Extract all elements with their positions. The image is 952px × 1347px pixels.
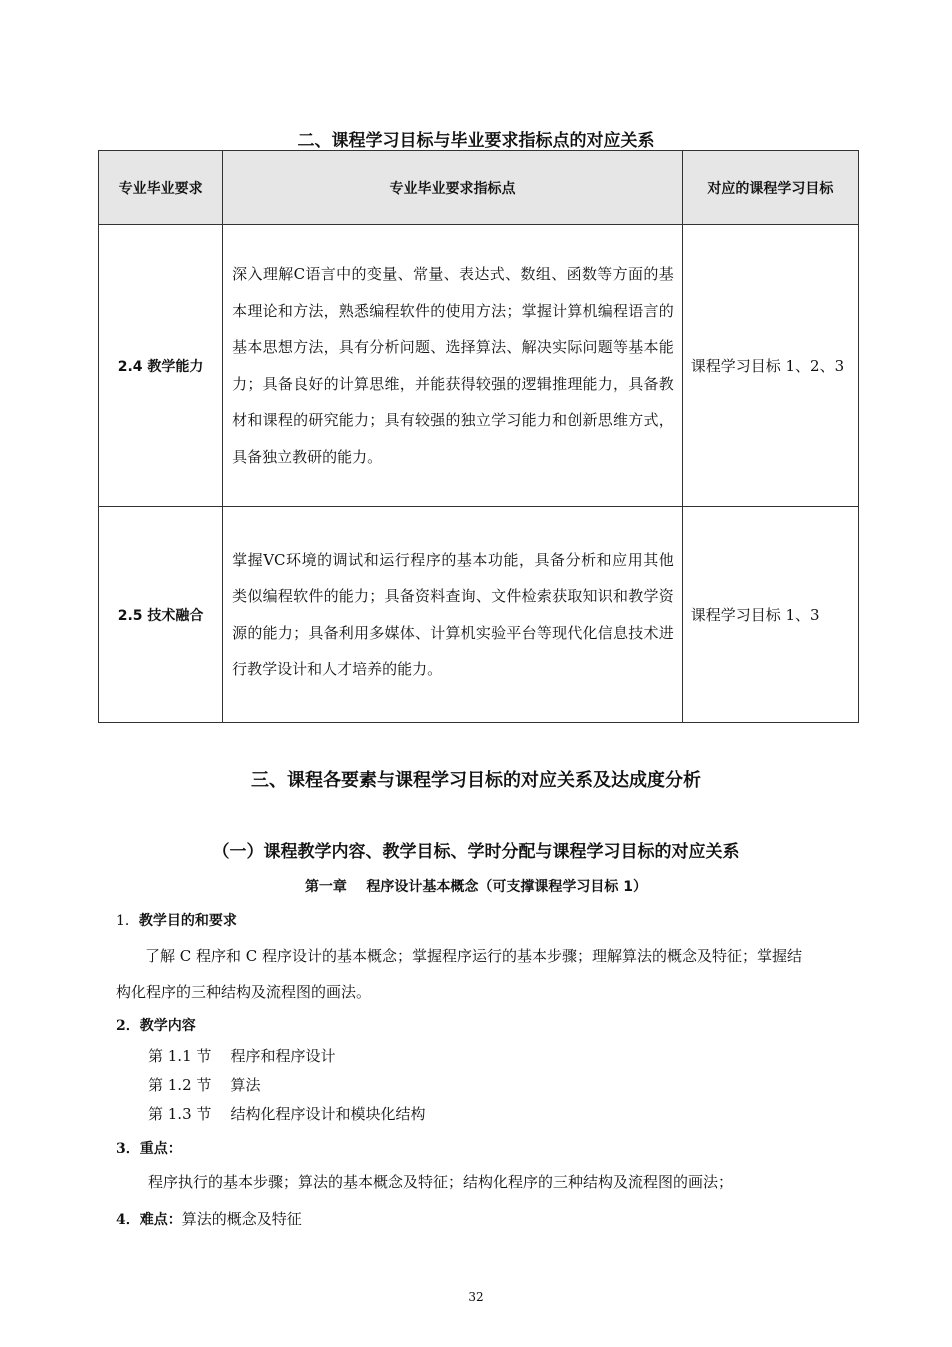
item3-number: 3． — [116, 1141, 140, 1157]
chapter-heading: 第一章 程序设计基本概念（可支撑课程学习目标 1） — [304, 879, 648, 895]
item1-label: 教学目的和要求 — [138, 913, 237, 929]
section3-subtitle: （一）课程教学内容、教学目标、学时分配与课程学习目标的对应关系 — [212, 842, 740, 862]
item1-heading — [116, 910, 237, 930]
item3-heading — [116, 1138, 182, 1158]
table-row — [99, 507, 859, 723]
item1-number: 1． — [116, 913, 139, 929]
section2-title: 二、课程学习目标与毕业要求指标点的对应关系 — [297, 131, 655, 151]
difficulty-text: 算法的概念及特征 — [181, 1210, 302, 1228]
item4-line — [116, 1208, 302, 1229]
requirements-table — [98, 150, 859, 723]
requirement-name: 2.4 教学能力 — [99, 225, 223, 507]
item2-heading — [116, 1015, 196, 1035]
purpose-text-line2: 构化程序的三种结构及流程图的画法。 — [116, 983, 372, 1001]
table-row — [99, 225, 859, 507]
header-goals: 对应的课程学习目标 — [682, 151, 858, 225]
page-number: 32 — [468, 1290, 484, 1304]
item4-label: 难点： — [139, 1212, 182, 1228]
requirement-points: 深入理解C语言中的变量、常量、表达式、数组、函数等方面的基本理论和方法，熟悉编程软件的使用方法；掌握计算机编程语言的基本思想方法，具有分析问题、选择算法、解决实际问题等基本能力；具备良好的计算思维，并能获得较强的逻辑推理能力，具备教材和课程的研究能力；具有较强的独立学习能力和创新思维方式，具备独立教研的能力。 — [223, 225, 683, 507]
key-points-text: 程序执行的基本步骤；算法的基本概念及特征；结构化程序的三种结构及流程图的画法； — [148, 1173, 734, 1191]
requirement-goals: 课程学习目标 1、3 — [682, 507, 858, 723]
table-header-row — [99, 151, 859, 225]
item2-number: 2． — [116, 1018, 140, 1034]
item3-label: 重点： — [139, 1141, 182, 1157]
purpose-text-line1: 了解 C 程序和 C 程序设计的基本概念；掌握程序运行的基本步骤；理解算法的概念及特征；掌握结 — [145, 947, 803, 965]
content-item: 第 1.2 节 算法 — [148, 1076, 261, 1094]
header-points: 专业毕业要求指标点 — [223, 151, 683, 225]
requirement-goals: 课程学习目标 1、2、3 — [682, 225, 858, 507]
header-requirement: 专业毕业要求 — [99, 151, 223, 225]
section3-title: 三、课程各要素与课程学习目标的对应关系及达成度分析 — [251, 770, 701, 791]
content-item: 第 1.3 节 结构化程序设计和模块化结构 — [148, 1105, 426, 1123]
requirement-name: 2.5 技术融合 — [99, 507, 223, 723]
item2-label: 教学内容 — [139, 1018, 196, 1034]
content-item: 第 1.1 节 程序和程序设计 — [148, 1047, 336, 1065]
item4-number: 4． — [116, 1212, 140, 1228]
requirement-points: 掌握VC环境的调试和运行程序的基本功能，具备分析和应用其他类似编程软件的能力；具备资料查询、文件检索获取知识和教学资源的能力；具备利用多媒体、计算机实验平台等现代化信息技术进行教学设计和人才培养的能力。 — [223, 507, 683, 723]
